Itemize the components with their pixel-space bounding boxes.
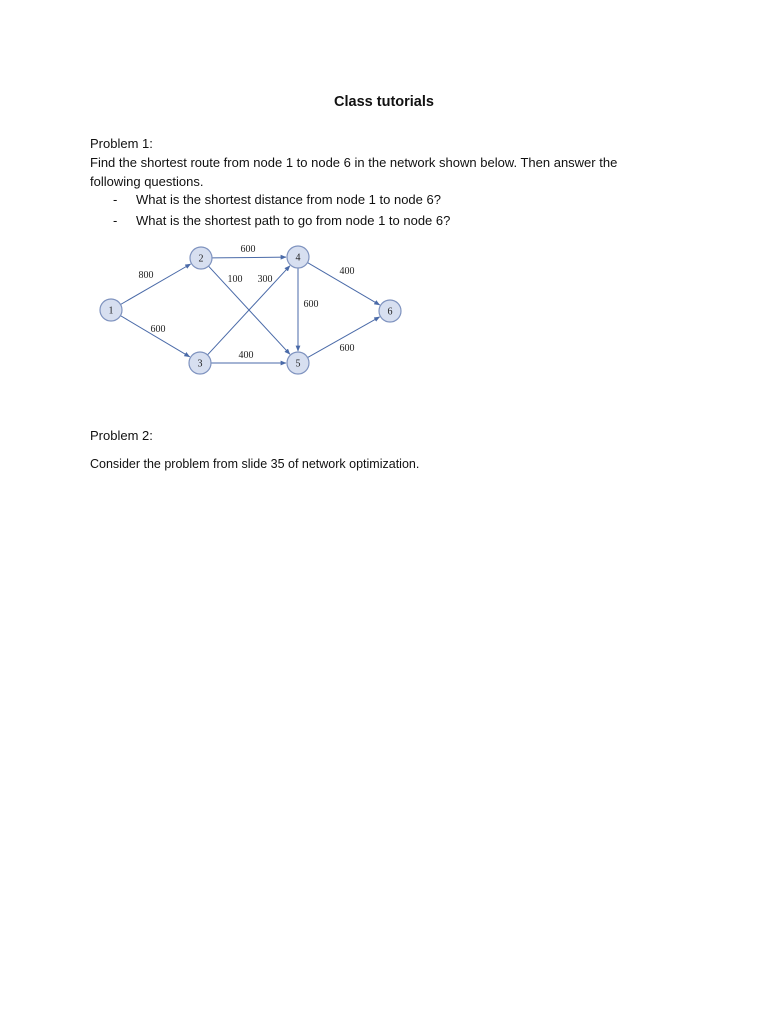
edge-1-2 (121, 264, 191, 304)
edge-weight-3-5: 400 (238, 350, 254, 361)
edge-weight-4-5: 600 (303, 299, 319, 310)
edge-weight-1-3: 600 (150, 324, 166, 335)
node-1 (100, 299, 122, 321)
problem2-heading: Problem 2: (90, 428, 153, 443)
edge-weight-5-6: 600 (339, 343, 355, 354)
node-label: 6 (387, 306, 393, 318)
edge-weight-2-5: 100 (227, 274, 243, 285)
edge-weight-1-2: 800 (138, 270, 154, 281)
problem1-text-line1: Find the shortest route from node 1 to node 6 in the network shown below. Then answer the (90, 155, 618, 170)
node-5 (287, 352, 309, 374)
node-label: 4 (295, 252, 301, 264)
node-label: 5 (295, 358, 301, 370)
edge-labels-layer (139, 244, 355, 361)
edge-2-4 (212, 257, 286, 258)
node-2 (190, 247, 212, 269)
edge-weight-2-4: 600 (240, 244, 256, 255)
edge-weight-3-4: 300 (257, 274, 273, 285)
node-3 (189, 352, 211, 374)
edge-weight-4-6: 400 (339, 266, 355, 277)
bullet-marker: - (113, 192, 118, 207)
node-label: 1 (108, 305, 114, 317)
network-diagram (0, 0, 768, 400)
node-4 (287, 246, 309, 268)
question-1: What is the shortest distance from node 1 to node 6? (136, 192, 441, 207)
node-6 (379, 300, 401, 322)
question-2: What is the shortest path to go from node 1 to node 6? (136, 213, 451, 228)
page-title: Class tutorials (334, 94, 434, 110)
edge-3-4 (207, 266, 289, 355)
node-label: 3 (197, 358, 203, 370)
problem1-heading: Problem 1: (90, 136, 153, 151)
problem2-text: Consider the problem from slide 35 of network optimization. (90, 457, 420, 471)
bullet-marker: - (113, 213, 118, 228)
edge-1-3 (120, 316, 189, 357)
problem1-text-line2: following questions. (90, 174, 204, 189)
node-label: 2 (198, 253, 204, 265)
